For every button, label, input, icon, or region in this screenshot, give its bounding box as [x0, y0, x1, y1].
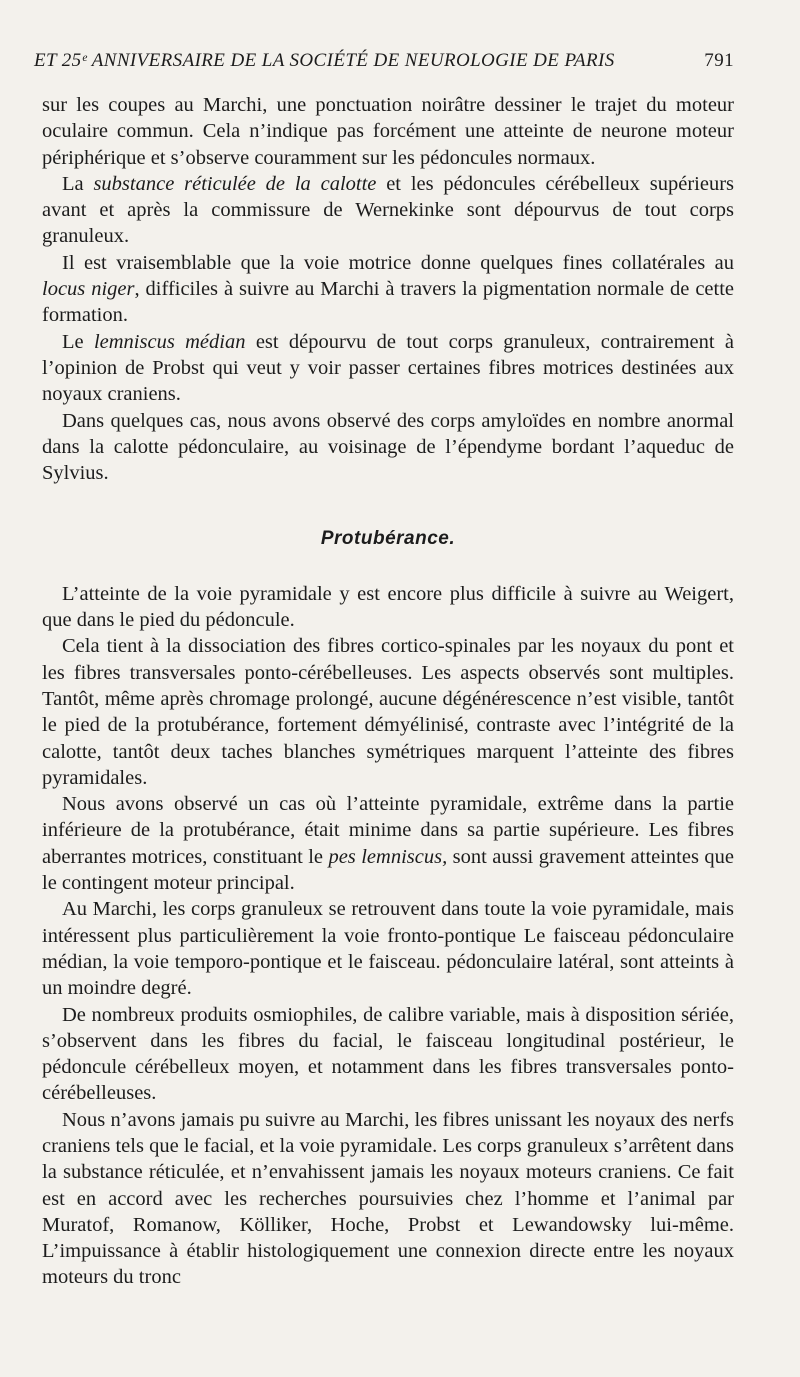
text-run: sont aussi gravement atteintes que le contingent moteur principal. [42, 845, 734, 895]
text-run: , difficiles à suivre au Marchi à travers la pigmentation normale de cette formation. [42, 278, 735, 327]
italic-term: locus niger [42, 278, 135, 301]
italic-term: pes lemniscus, [328, 845, 448, 868]
paragraph-1: sur les coupes au Marchi, une ponctuation noirâtre dessiner le trajet du moteur oculaire commun. Cela n’indique pas forcément une atteinte de neurone moteur périphérique et s’observe couramment sur les pédoncules normaux. [42, 94, 734, 169]
text-run: Le [62, 330, 94, 353]
paragraph-10: De nombreux produits osmiophiles, de calibre variable, mais à disposition sériée, s’observent dans les fibres du facial, le faisceau longitudinal postérieur, le pédoncule cérébelleux moyen, et notamment dans les fibres transversales ponto-cérébelleuses. [42, 1003, 734, 1105]
text-run: est dépourvu de tout corps granuleux, contrairement à l’opinion de Probst qui veut y voir passer certaines fibres motrices destinées aux noyaux craniens. [42, 330, 734, 406]
paragraph-6: L’atteinte de la voie pyramidale y est encore plus difficile à suivre au Weigert, que dans le pied du pédoncule. [42, 582, 734, 632]
paragraph-3 [42, 250, 734, 329]
text-run: Il est vraisemblable que la voie motrice donne quelques fines collatérales au [62, 251, 734, 274]
section-heading: Protubérance. [320, 528, 456, 550]
paragraph-7: Cela tient à la dissociation des fibres cortico-spinales par les noyaux du pont et les fibres transversales ponto-cérébelleuses. Les aspects observés sont multiples. Tantôt, même après chromage prolongé, aucune dégénérescence n’est visible, tantôt le pied de la protubérance, fortement démyélinisé, contraste avec l’intégrité de la calotte, tantôt deux taches blanches symétriques marquent l’atteinte des fibres pyramidales. [42, 635, 734, 789]
running-title: ET 25ᵉ ANNIVERSAIRE DE LA SOCIÉTÉ DE NEUROLOGIE DE PARIS [34, 50, 615, 71]
text-run: La [62, 172, 94, 195]
text-run: et les pédoncules cérébelleux supérieurs avant et après la commissure de Wernekinke sont dépourvus de tout corps granuleux. [42, 172, 735, 248]
text-run: Nous avons observé un cas où l’atteinte pyramidale, extrême dans la partie inférieure de la protubérance, était minime dans sa partie supérieure. Les fibres aberrantes motrices, constituant le [42, 793, 734, 868]
page-number: 791 [704, 50, 734, 71]
paragraph-2 [42, 171, 734, 250]
paragraph-5: Dans quelques cas, nous avons observé des corps amyloïdes en nombre anormal dans la calotte pédonculaire, au voisinage de l’épendyme bordant l’aqueduc de Sylvius. [42, 409, 734, 485]
paragraph-11: Nous n’avons jamais pu suivre au Marchi, les fibres unissant les noyaux des nerfs craniens tels que le facial, et la voie pyramidale. Les corps granuleux s’arrêtent dans la substance réticulée, et n’envahissent jamais les noyaux moteurs craniens. Ce fait est en accord avec les recherches poursuivies chez l’homme et l’animal par Muratof, Romanow, Kölliker, Hoche, Probst et Lewandowsky lui-même. L’impuissance à établir histologiquement une connexion directe entre les noyaux moteurs du tronc [42, 1108, 734, 1289]
italic-term: lemniscus médian [93, 330, 246, 353]
paragraph-9: Au Marchi, les corps granuleux se retrouvent dans toute la voie pyramidale, mais intéressent plus particulièrement la voie fronto-pontique Le faisceau pédonculaire médian, la voie temporo-pontique et le faisceau. pédonculaire latéral, sont atteints à un moindre degré. [42, 898, 734, 1000]
running-head [34, 50, 734, 72]
paragraph-4 [42, 329, 734, 408]
body-text [42, 92, 734, 1291]
italic-term: substance réticulée de la calotte [93, 172, 377, 195]
paragraph-8 [42, 791, 734, 896]
